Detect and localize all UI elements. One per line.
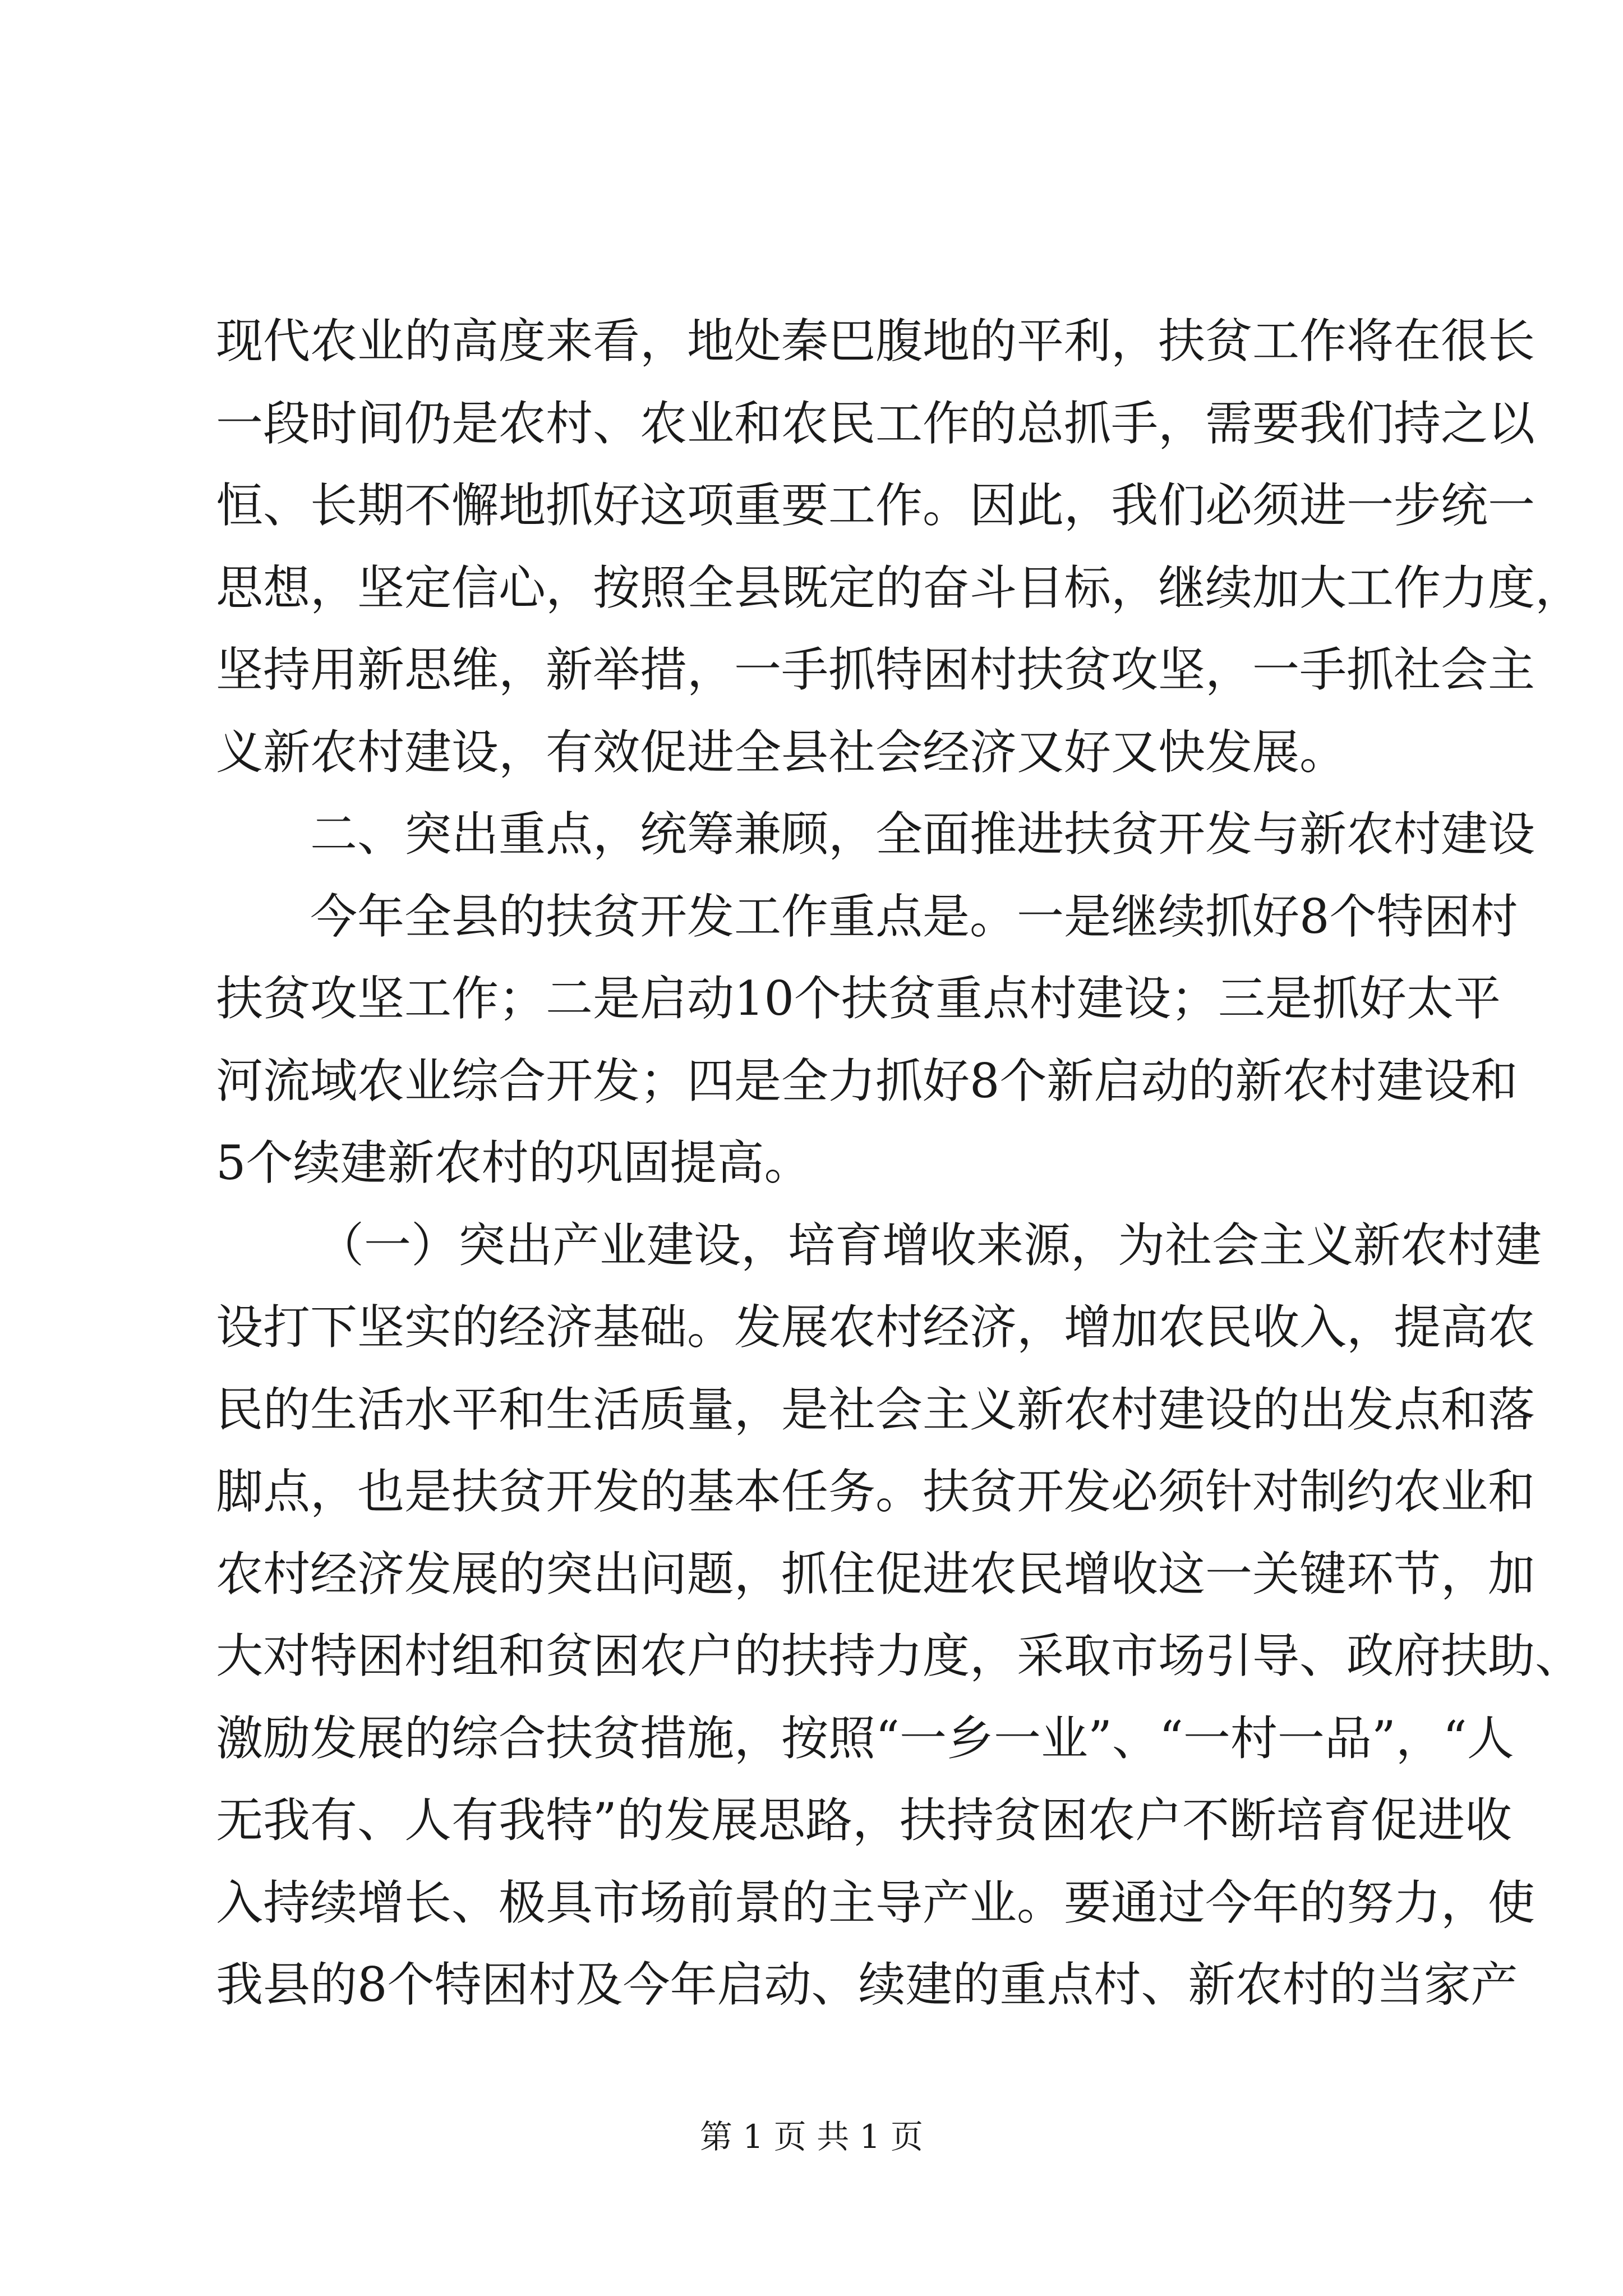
body-line-14: 民的生活水平和生活质量，是社会主义新农村建设的出发点和落 bbox=[216, 1382, 1536, 1437]
page-footer: 第 1 页 共 1 页 bbox=[700, 2118, 923, 2156]
body-line-18: 激励发展的综合扶贫措施，按照“一乡一业”、“一村一品”，“人 bbox=[216, 1710, 1514, 1766]
section-heading: 二、突出重点，统筹兼顾，全面推进扶贫开发与新农村建设 bbox=[310, 807, 1536, 862]
body-line-20: 入持续增长、极具市场前景的主导产业。要通过今年的努力，使 bbox=[216, 1875, 1536, 1930]
body-line-21: 我县的8个特困村及今年启动、续建的重点村、新农村的当家产 bbox=[216, 1957, 1518, 2012]
body-line-16: 农村经济发展的突出问题，抓住促进农民增收这一关键环节，加 bbox=[216, 1546, 1536, 1602]
body-line-9: 扶贫攻坚工作；二是启动10个扶贫重点村建设；三是抓好太平 bbox=[216, 971, 1501, 1026]
body-line-10: 河流域农业综合开发；四是全力抓好8个新启动的新农村建设和 bbox=[216, 1053, 1518, 1108]
body-line-1: 现代农业的高度来看，地处秦巴腹地的平利，扶贫工作将在很长 bbox=[216, 314, 1536, 369]
body-line-19: 无我有、人有我特”的发展思路，扶持贫困农户不断培育促进收 bbox=[216, 1793, 1512, 1848]
body-line-11: 5个续建新农村的巩固提高。 bbox=[216, 1135, 811, 1190]
body-line-4: 思想，坚定信心，按照全县既定的奋斗目标，继续加大工作力度， bbox=[216, 560, 1583, 615]
body-line-5: 坚持用新思维，新举措，一手抓特困村扶贫攻坚，一手抓社会主 bbox=[216, 642, 1536, 697]
body-line-2: 一段时间仍是农村、农业和农民工作的总抓手，需要我们持之以 bbox=[216, 395, 1536, 451]
subsection-line-1: （一）突出产业建设，培育增收来源，为社会主义新农村建 bbox=[317, 1217, 1542, 1273]
body-line-3: 恒、长期不懈地抓好这项重要工作。因此，我们必须进一步统一 bbox=[216, 478, 1536, 533]
body-line-13: 设打下坚实的经济基础。发展农村经济，增加农民收入，提高农 bbox=[216, 1300, 1536, 1355]
body-line-15: 脚点，也是扶贫开发的基本任务。扶贫开发必须针对制约农业和 bbox=[216, 1464, 1536, 1519]
body-line-17: 大对特困村组和贫困农户的扶持力度，采取市场引导、政府扶助、 bbox=[216, 1628, 1583, 1683]
body-line-8: 今年全县的扶贫开发工作重点是。一是继续抓好8个特困村 bbox=[310, 889, 1518, 944]
body-line-6: 义新农村建设，有效促进全县社会经济又好又快发展。 bbox=[216, 724, 1347, 780]
